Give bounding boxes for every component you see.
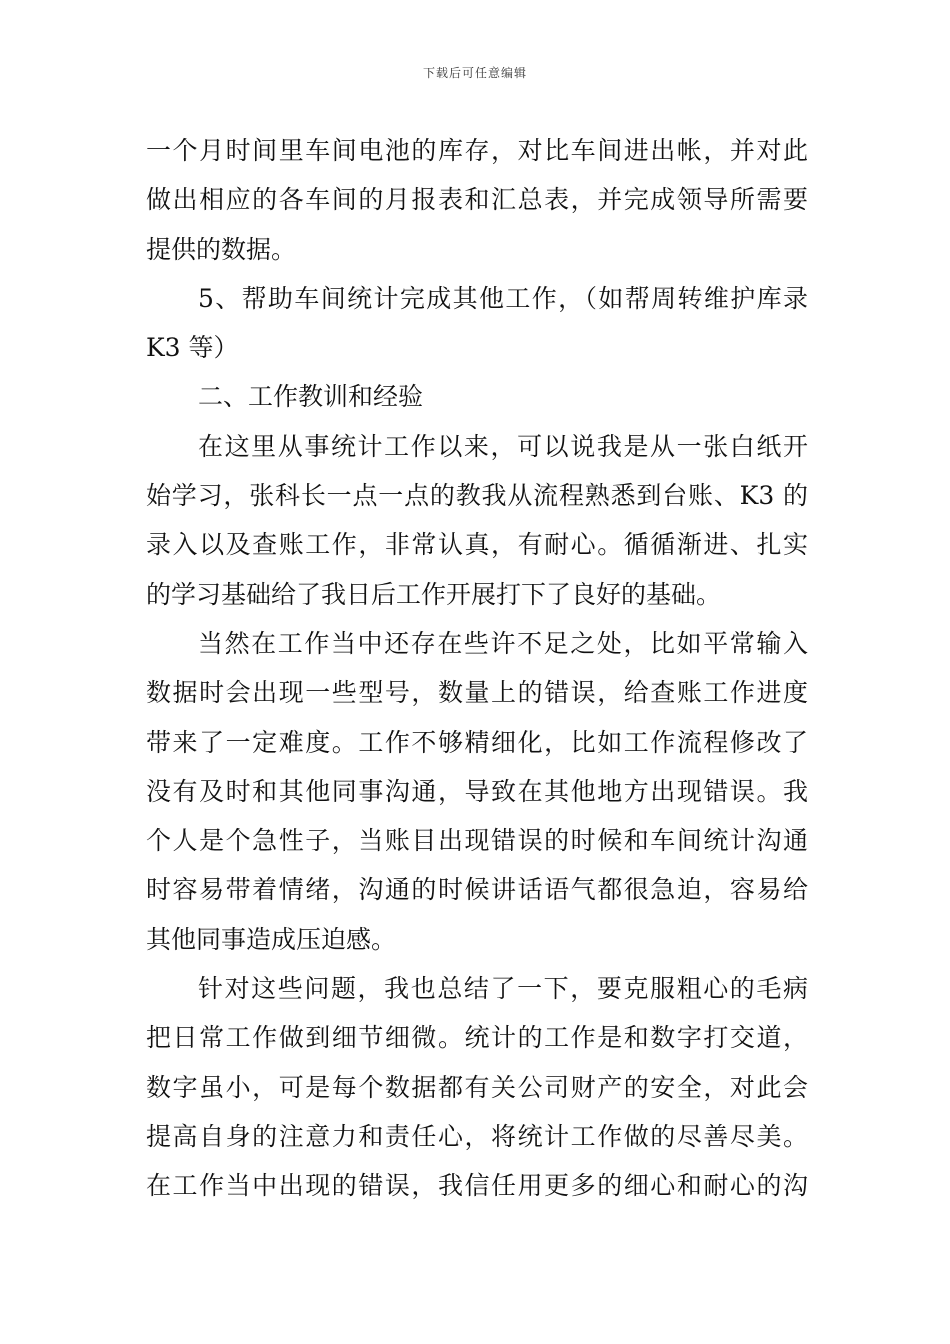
text-line: 时容易带着情绪，沟通的时候讲话语气都很急迫，容易给	[146, 875, 808, 905]
text-line: 5、帮助车间统计完成其他工作，（如帮周转维护库录	[198, 283, 808, 313]
text-line: 提供的数据。	[146, 234, 297, 264]
text-line: 的学习基础给了我日后工作开展打下了良好的基础。	[146, 579, 722, 609]
text-line: 做出相应的各车间的月报表和汇总表，并完成领导所需要	[146, 185, 808, 215]
download-editable-note: 下载后可任意编辑	[422, 66, 527, 80]
document-body	[146, 126, 808, 1211]
text-line: K3 等）	[146, 333, 239, 363]
section-heading: 二、工作教训和经验	[198, 382, 424, 412]
text-line: 数字虽小，可是每个数据都有关公司财产的安全，对此会	[146, 1072, 808, 1102]
text-line: 当然在工作当中还存在些许不足之处，比如平常输入	[198, 628, 808, 658]
text-line: 录入以及查账工作，非常认真，有耐心。循循渐进、扎实	[146, 530, 808, 560]
text-line: 数据时会出现一些型号，数量上的错误，给查账工作进度	[146, 678, 808, 708]
text-line: 一个月时间里车间电池的库存，对比车间进出帐，并对此	[146, 136, 808, 165]
text-line: 提高自身的注意力和责任心，将统计工作做的尽善尽美。	[146, 1121, 808, 1151]
text-line: 没有及时和其他同事沟通，导致在其他地方出现错误。我	[146, 776, 808, 806]
text-line: 在工作当中出现的错误，我信任用更多的细心和耐心的沟	[146, 1171, 808, 1201]
text-line: 其他同事造成压迫感。	[146, 924, 397, 954]
text-line: 在这里从事统计工作以来，可以说我是从一张白纸开	[198, 431, 808, 461]
text-line: 把日常工作做到细节细微。统计的工作是和数字打交道，	[146, 1023, 808, 1053]
text-line: 个人是个急性子，当账目出现错误的时候和车间统计沟通	[146, 826, 808, 856]
text-line: 带来了一定难度。工作不够精细化，比如工作流程修改了	[146, 727, 808, 757]
text-line: 始学习，张科长一点一点的教我从流程熟悉到台账、K3 的	[146, 481, 808, 511]
text-line: 针对这些问题，我也总结了一下，要克服粗心的毛病	[198, 974, 808, 1004]
